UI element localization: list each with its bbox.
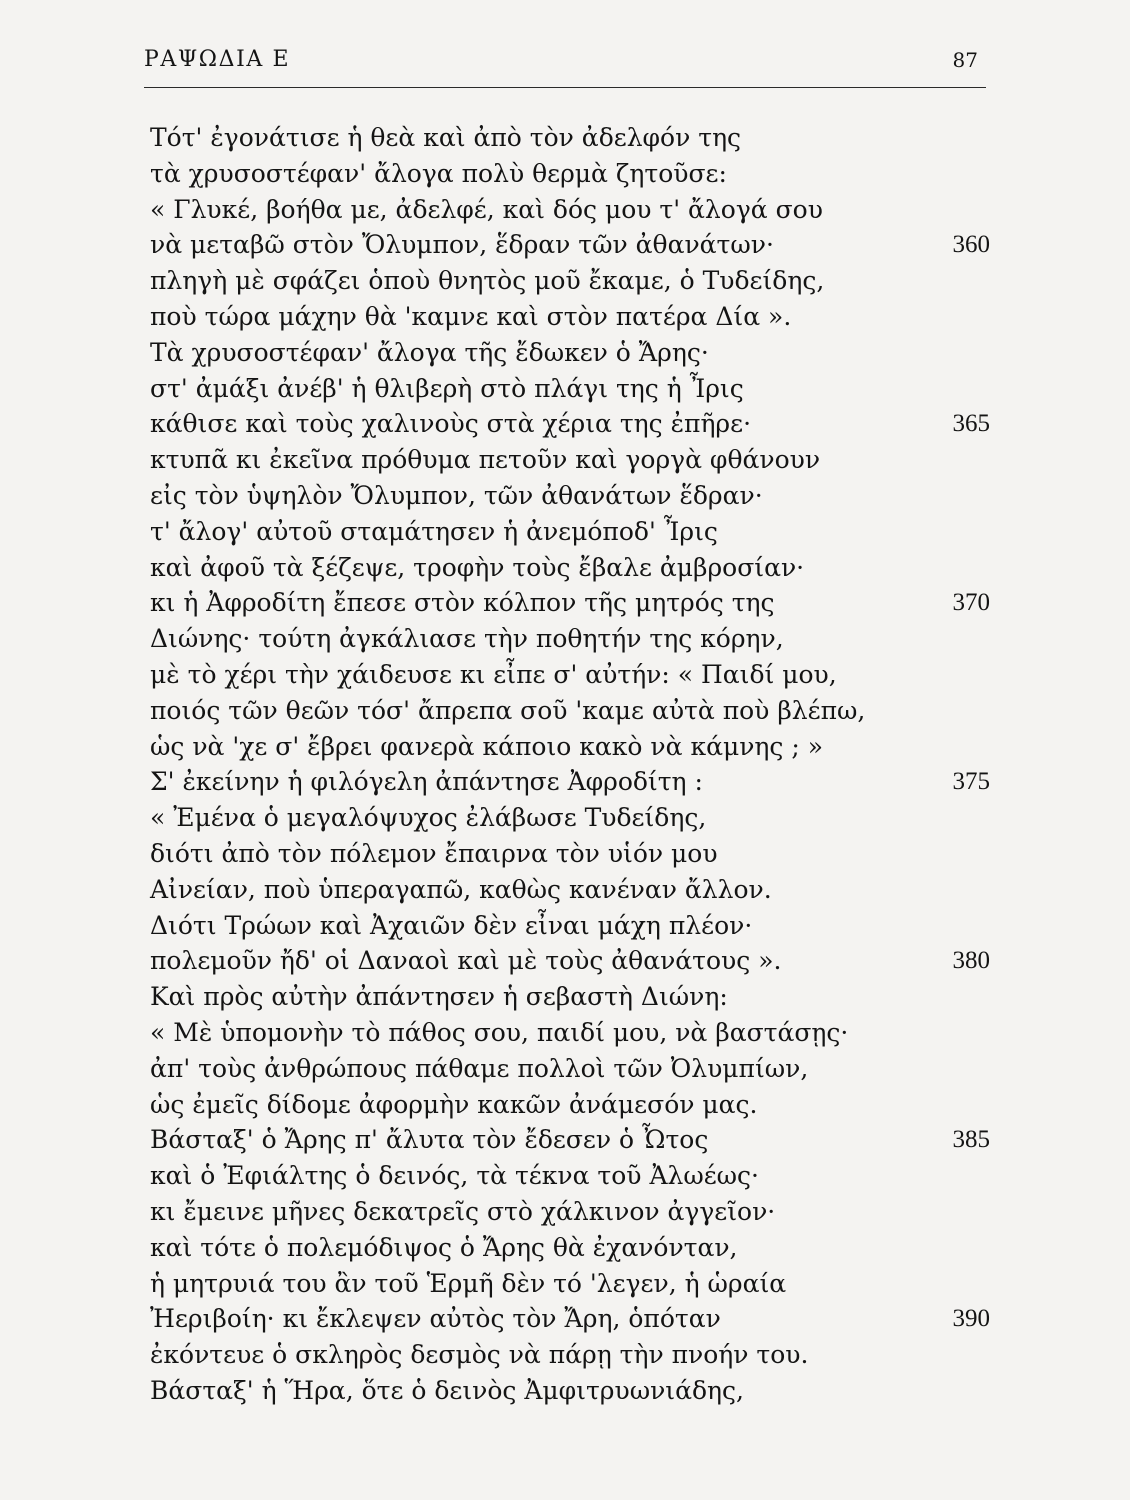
verse-line <box>150 1087 990 1123</box>
verse-line <box>150 908 990 944</box>
verse-text: τ' ἄλογ' αὐτοῦ σταμάτησεν ἡ ἀνεμόποδ' Ἶρις <box>150 516 718 546</box>
verse-text: πολεμοῦν ἤδ' οἱ Δαναοὶ καὶ μὲ τοὺς ἀθανάτους ». <box>150 946 782 976</box>
line-number: 365 <box>952 410 990 438</box>
verse-line <box>150 1266 990 1302</box>
verse-line <box>150 585 990 621</box>
verse-line <box>150 729 990 765</box>
verse-text: καὶ ἀφοῦ τὰ ξέζεψε, τροφὴν τοὺς ἔβαλε ἀμβροσίαν· <box>150 552 805 582</box>
verse-text: ἐκόντευε ὁ σκληρὸς δεσμὸς νὰ πάρῃ τὴν πνοήν του. <box>150 1340 809 1370</box>
verse-line <box>150 227 990 263</box>
verse-line <box>150 1373 990 1409</box>
verse-line <box>150 1122 990 1158</box>
line-number: 370 <box>952 589 990 617</box>
verse-text: Σ' ἐκείνην ἡ φιλόγελη ἀπάντησε Ἀφροδίτη : <box>150 767 703 797</box>
verse-text: εἰς τὸν ὑψηλὸν Ὄλυμπον, τῶν ἀθανάτων ἕδραν· <box>150 480 763 510</box>
verse-text: Διότι Τρώων καὶ Ἀχαιῶν δὲν εἶναι μάχη πλέον· <box>150 910 753 940</box>
verse-text: ὡς ἐμεῖς δίδομε ἀφορμὴν κακῶν ἀνάμεσόν μας. <box>150 1089 758 1119</box>
verse-text: Ἠεριβοίη· κι ἔκλεψεν αὐτὸς τὸν Ἄρη, ὁπόταν <box>150 1304 721 1334</box>
verse-line <box>150 1015 990 1051</box>
verse-text: ἡ μητρυιά του ἂν τοῦ Ἑρμῆ δὲν τό 'λεγεν, ἡ ὡραία <box>150 1268 787 1298</box>
verse-text: Καὶ πρὸς αὐτὴν ἀπάντησεν ἡ σεβαστὴ Διώνη: <box>150 982 728 1012</box>
verse-line <box>150 478 990 514</box>
verse-text: καὶ ὁ Ἐφιάλτης ὁ δεινός, τὰ τέκνα τοῦ Ἀλωέως· <box>150 1161 760 1191</box>
verse-line <box>150 800 990 836</box>
verse-line <box>150 156 990 192</box>
verse-line <box>150 192 990 228</box>
line-number: 380 <box>952 947 990 975</box>
verse-line <box>150 371 990 407</box>
verse-text: κάθισε καὶ τοὺς χαλινοὺς στὰ χέρια της ἐπῆρε· <box>150 409 752 439</box>
verse-text: στ' ἀμάξι ἀνέβ' ἡ θλιβερὴ στὸ πλάγι της ἡ Ἶρις <box>150 373 744 403</box>
verse-line <box>150 1158 990 1194</box>
page-number: 87 <box>952 48 978 72</box>
verse-line <box>150 263 990 299</box>
verse-line <box>150 442 990 478</box>
verse-line <box>150 872 990 908</box>
verse-line <box>150 1301 990 1337</box>
verse-text: Αἰνείαν, ποὺ ὑπεραγαπῶ, καθὼς κανέναν ἄλλον. <box>150 874 772 904</box>
verse-text: κι ἔμεινε μῆνες δεκατρεῖς στὸ χάλκινον ἀγγεῖον· <box>150 1196 776 1226</box>
verse-text: ποιός τῶν θεῶν τόσ' ἄπρεπα σοῦ 'καμε αὐτὰ ποὺ βλέπω, <box>150 695 866 725</box>
line-number: 360 <box>952 231 990 259</box>
verse-line <box>150 1194 990 1230</box>
verse-line <box>150 693 990 729</box>
verse-text: « Μὲ ὑπομονὴν τὸ πάθος σου, παιδί μου, νὰ βαστάσῃς· <box>150 1017 849 1047</box>
verse-text: πληγὴ μὲ σφάζει ὁποὺ θνητὸς μοῦ ἔκαμε, ὁ Τυδείδης, <box>150 266 825 296</box>
verse-line <box>150 406 990 442</box>
verse-text: ὡς νὰ 'χε σ' ἔβρει φανερὰ κάποιο κακὸ νὰ κάμνης ; » <box>150 731 823 761</box>
verse-text: ποὺ τώρα μάχην θὰ 'καμνε καὶ στὸν πατέρα Δία ». <box>150 301 792 331</box>
verse-line <box>150 979 990 1015</box>
verse-line <box>150 299 990 335</box>
verse-line <box>150 120 990 156</box>
verse-text: Τὰ χρυσοστέφαν' ἄλογα τῆς ἔδωκεν ὁ Ἄρης· <box>150 337 709 367</box>
verse-text: Βάσταξ' ἡ Ἥρα, ὅτε ὁ δεινὸς Ἀμφιτρυωνιάδης, <box>150 1375 744 1405</box>
verse-text: καὶ τότε ὁ πολεμόδιψος ὁ Ἄρης θὰ ἐχανόνταν, <box>150 1232 738 1262</box>
line-number: 385 <box>952 1126 990 1154</box>
verse-line <box>150 514 990 550</box>
verse-text: Διώνης· τούτη ἀγκάλιασε τὴν ποθητήν της κόρην, <box>150 624 784 654</box>
verse-text: μὲ τὸ χέρι τὴν χάιδευσε κι εἶπε σ' αὐτήν: « Παιδί μου, <box>150 659 837 689</box>
verse-line <box>150 1051 990 1087</box>
verse-line <box>150 550 990 586</box>
verse-text: κι ἡ Ἀφροδίτη ἔπεσε στὸν κόλπον τῆς μητρός της <box>150 588 775 618</box>
verse-text: « Γλυκέ, βοήθα με, ἀδελφέ, καὶ δός μου τ' ἄλογά σου <box>150 194 823 224</box>
verse-line <box>150 1230 990 1266</box>
verse-line <box>150 836 990 872</box>
verse-line <box>150 1337 990 1373</box>
verse-text: κτυπᾶ κι ἐκεῖνα πρόθυμα πετοῦν καὶ γοργὰ φθάνουν <box>150 445 821 475</box>
line-number: 375 <box>952 768 990 796</box>
verse-text: διότι ἀπὸ τὸν πόλεμον ἔπαιρνα τὸν υἱόν μου <box>150 838 718 868</box>
verse-text: Βάσταξ' ὁ Ἄρης π' ἄλυτα τὸν ἔδεσεν ὁ Ὦτος <box>150 1125 709 1155</box>
running-header <box>144 45 986 88</box>
verse-text: τὰ χρυσοστέφαν' ἄλογα πολὺ θερμὰ ζητοῦσε: <box>150 158 727 188</box>
verse-text: Τότ' ἐγονάτισε ἡ θεὰ καὶ ἀπὸ τὸν ἀδελφόν της <box>150 123 742 152</box>
verse-line <box>150 657 990 693</box>
verse-line <box>150 943 990 979</box>
verse-line <box>150 621 990 657</box>
verse-block <box>150 120 990 1409</box>
line-number: 390 <box>952 1305 990 1333</box>
verse-line <box>150 335 990 371</box>
verse-text: « Ἐμένα ὁ μεγαλόψυχος ἐλάβωσε Τυδείδης, <box>150 803 707 833</box>
verse-text: νὰ μεταβῶ στὸν Ὄλυμπον, ἕδραν τῶν ἀθανάτων· <box>150 230 774 260</box>
chapter-title: ΡΑΨΩΔΙΑ Ε <box>144 47 291 72</box>
verse-line <box>150 764 990 800</box>
verse-text: ἀπ' τοὺς ἀνθρώπους πάθαμε πολλοὶ τῶν Ὀλυμπίων, <box>150 1053 809 1083</box>
